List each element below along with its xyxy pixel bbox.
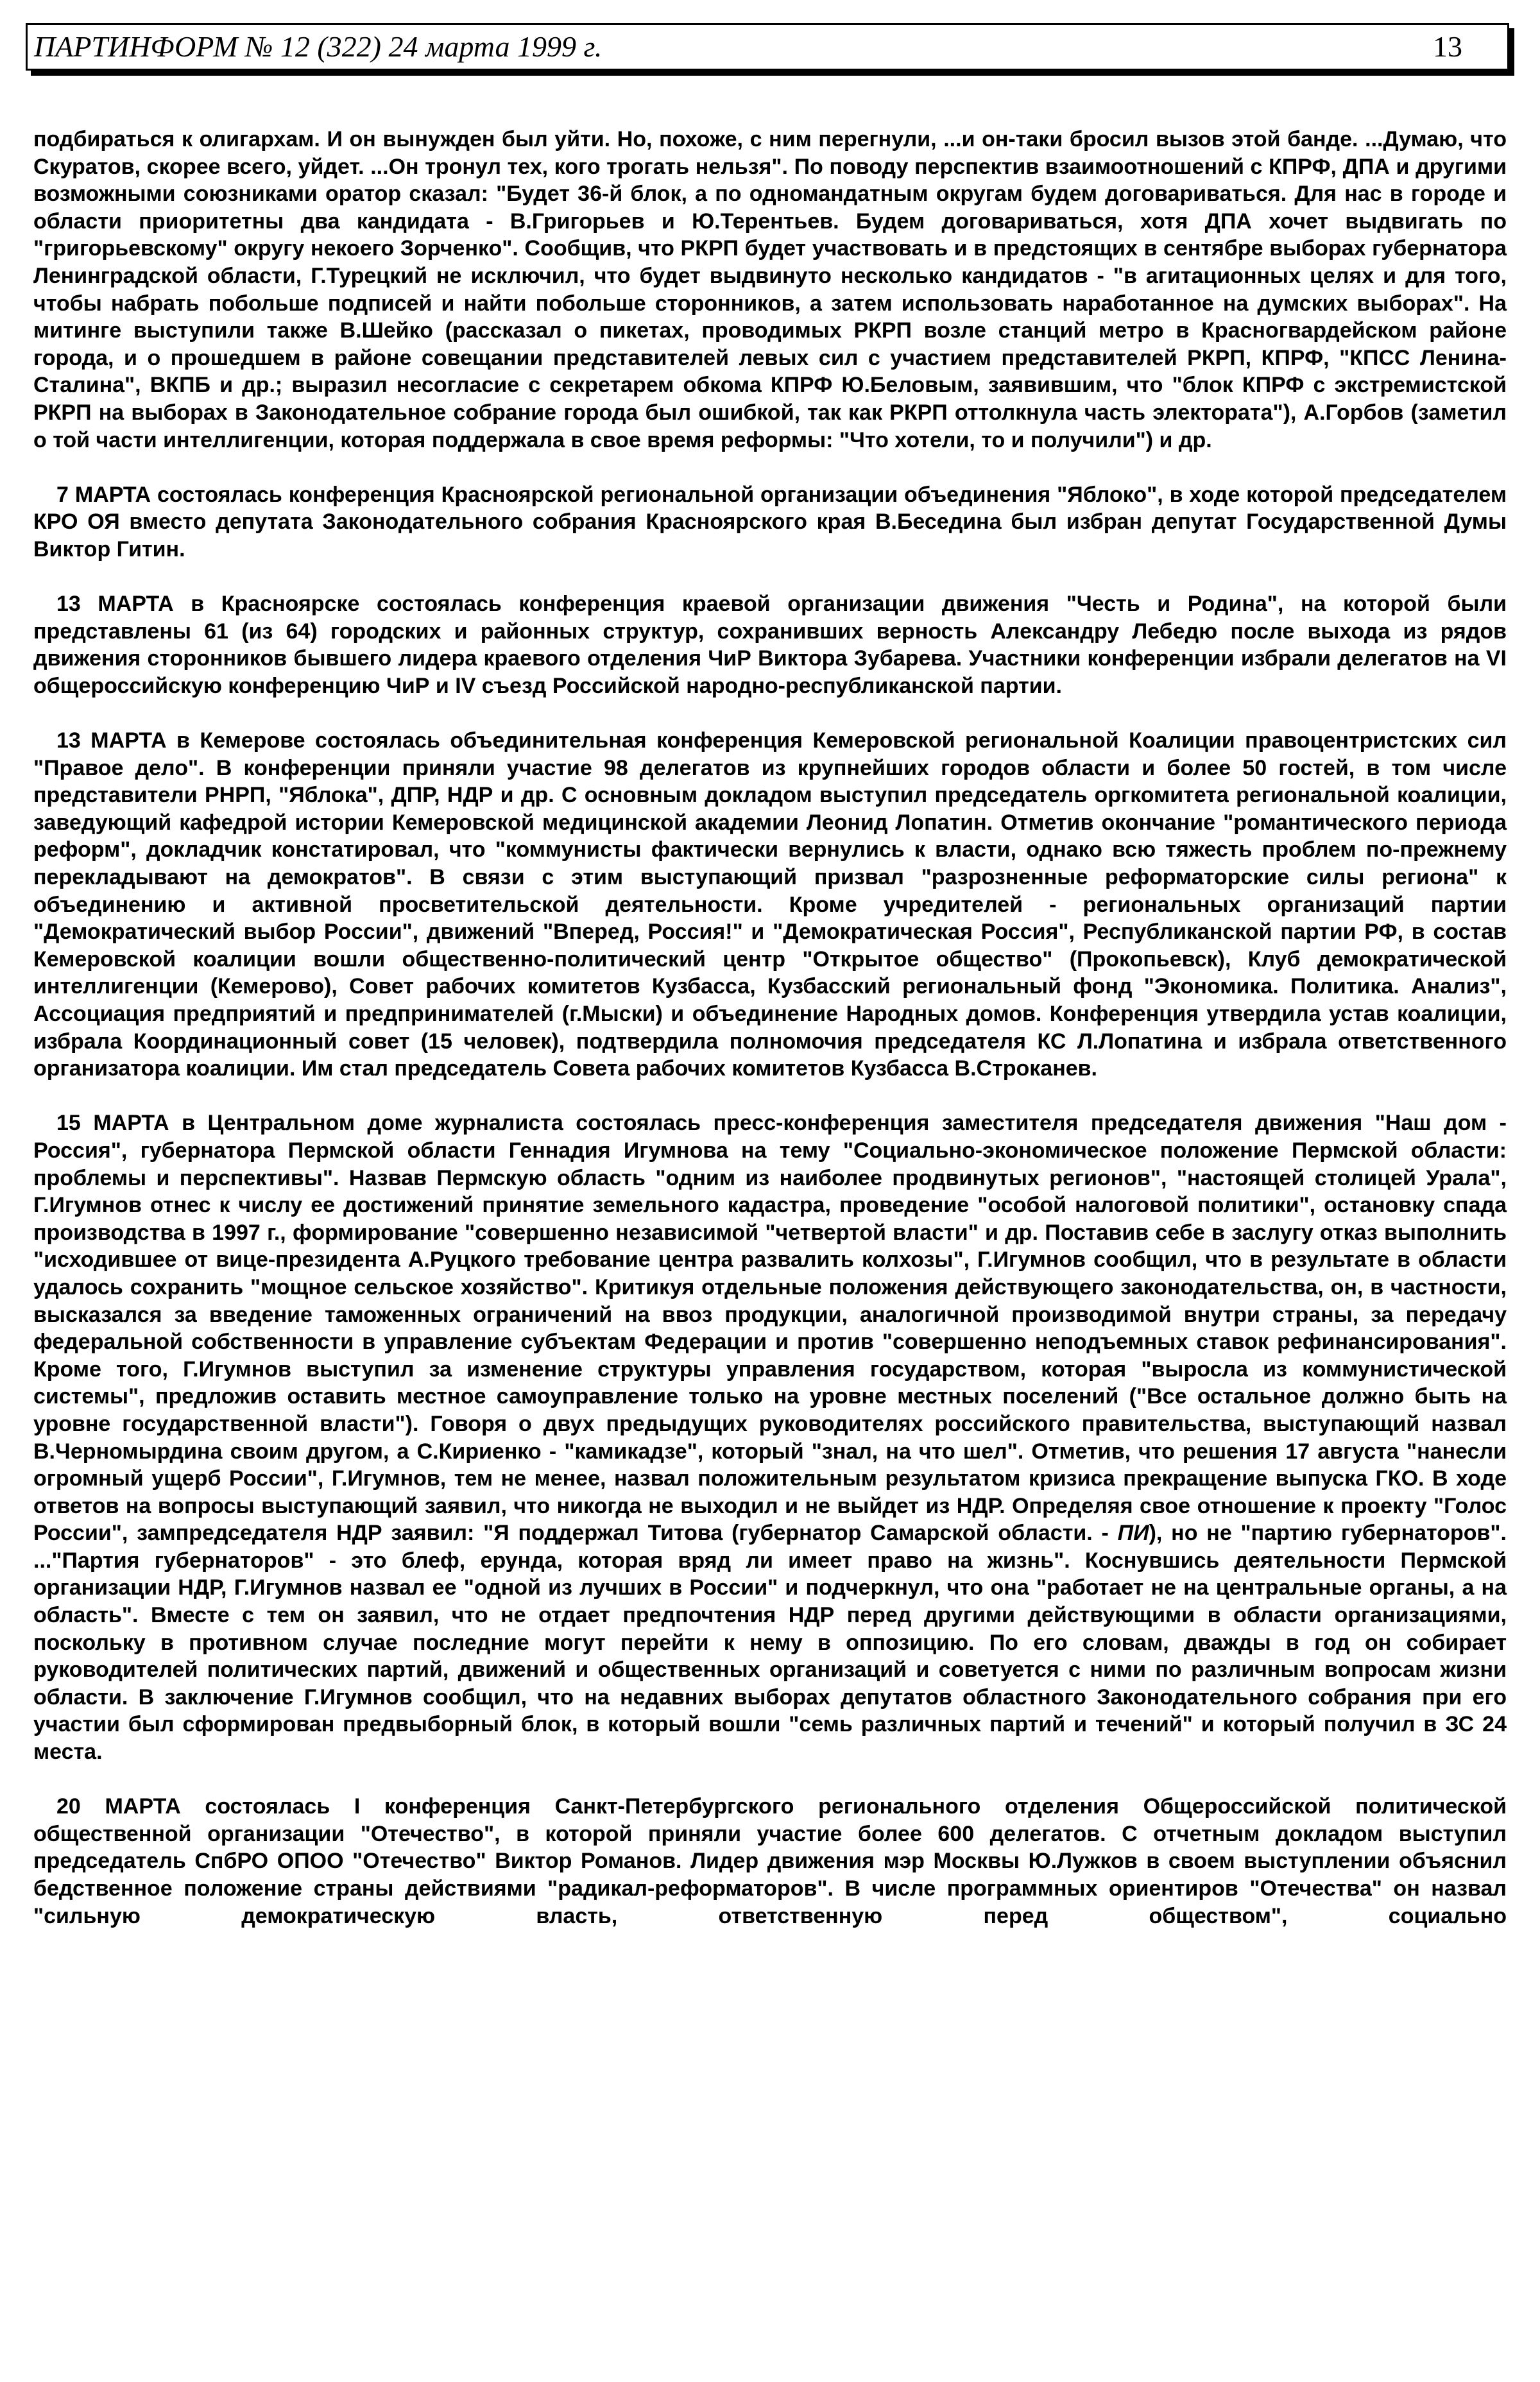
paragraph-kemerovo-pravoe-delo: 13 МАРТА в Кемерове состоялась объединительная конференция Кемеровской региональной Коалиции правоцентристских сил "Правое дело". В конференции приняли участие 98 делегатов из крупнейших городов области и более 50 гостей, в том числе представители РНРП, "Яблока", ДПР, НДР и др. С основным докладом выступил председатель оргкомитета региональной коалиции, заведующий кафедрой истории Кемеровской медицинской академии Леонид Лопатин. Отметив окончание "романтического периода реформ", докладчик констатировал, что "коммунисты фактически вернулись к власти, однако всю тяжесть проблем по-прежнему перекладывают на демократов". В связи с этим выступающий призвал "разрозненные реформаторские силы региона" к объединению и активной просветительской деятельности. Кроме учредителей - региональных организаций партии "Демократический выбор России", движений "Вперед, Россия!" и "Демократическая Россия", Республиканской партии РФ, в состав Кемеровской коалиции вошли общественно-политический центр "Открытое общество" (Прокопьевск), Клуб демократической интеллигенции (Кемерово), Совет рабочих комитетов Кузбасса, Кузбасский региональный фонд "Экономика. Политика. Анализ", Ассоциация предприятий и предпринимателей (г.Мыски) и объединение Народных домов. Конференция утвердила устав коалиции, избрала Координационный совет (15 человек), подтвердила полномочия председателя КС Л.Лопатина и избрала ответственного организатора коалиции. Им стал председатель Совета рабочих комитетов Кузбасса В.Строканев. bbox=[33, 728, 1507, 1081]
paragraph-otechestvo-spb: 20 МАРТА состоялась I конференция Санкт-Петербургского регионального отделения Общероссийской политической общественной организации "Отечество", в которой приняли участие более 600 делегатов. С отчетным докладом выступил председатель СпбРО ОПОО "Отечество" Виктор Романов. Лидер движения мэр Москвы Ю.Лужков в своем выступлении объяснил бедственное положение страны действиями "радикал-реформаторов". В числе программных ориентиров "Отечества" он назвал "сильную демократическую власть, ответственную перед обществом", социально bbox=[33, 1794, 1507, 1928]
page-header bbox=[26, 23, 1509, 71]
paragraph-krasnoyarsk-yabloko: 7 МАРТА состоялась конференция Красноярской региональной организации объединения "Яблоко", в ходе которой председателем КРО ОЯ вместо депутата Законодательного собрания Красноярского края В.Беседина был избран депутат Государственной Думы Виктор Гитин. bbox=[33, 482, 1507, 561]
paragraph-text: ), но не "партию губернаторов". ..."Партия губернаторов" - это блеф, ерунда, которая вряд ли имеет право на жизнь". Коснувшись деятельности Пермской организации НДР, Г.Игумнов назвал ее "одной из лучших в России" и подчеркнул, что она "работает не на центральные органы, а на область". Вместе с тем он заявил, что не отдает предпочтения НДР перед другими действующими в области организациями, поскольку в противном случае последние могут перейти к нему в оппозицию. По его словам, дважды в год он собирает руководителей политических партий, движений и общественных организаций и советуется с ними по различным вопросам жизни области. В заключение Г.Игумнов сообщил, что на недавних выборах депутатов областного Законодательного собрания при его участии был сформирован предвыборный блок, в который вошли "семь различных партий и течений" и который получил в ЗС 24 места. bbox=[33, 1521, 1507, 1765]
article-body bbox=[33, 126, 1507, 1957]
paragraph-continuation: подбираться к олигархам. И он вынужден был уйти. Но, похоже, с ним перегнули, ...и он-таки бросил вызов этой банде. ...Думаю, что Скуратов, скорее всего, уйдет. ...Он тронул тех, кого трогать нельзя". По поводу перспектив взаимоотношений с КПРФ, ДПА и другими возможными союзниками оратор сказал: "Будет 36-й блок, а по одномандатным округам будем договариваться. Для нас в городе и области приоритетны два кандидата - В.Григорьев и Ю.Терентьев. Будем договариваться, хотя ДПА хочет выдвигать по "григорьевскому" округу некоего Зорченко". Сообщив, что РКРП будет участвовать и в предстоящих в сентябре выборах губернатора Ленинградской области, Г.Турецкий не исключил, что будет выдвинуто несколько кандидатов - "в агитационных целях и для того, чтобы набрать побольше подписей и найти побольше сторонников, а затем использовать наработанное на думских выборах". На митинге выступили также В.Шейко (рассказал о пикетах, проводимых РКРП возле станций метро в Красногвардейском районе города, и о прошедшем в районе совещании представителей левых сил с участием представителей РКРП, КПРФ, "КПСС Ленина-Сталина", ВКПБ и др.; выразил несогласие с секретарем обкома КПРФ Ю.Беловым, заявившим, что "блок КПРФ с экстремистской РКРП на выборах в Законодательное собрание города был ошибкой, так как РКРП оттолкнула часть электората"), А.Горбов (заметил о той части интеллигенции, которая поддержала в свое время реформы: "Что хотели, то и получили") и др. bbox=[33, 127, 1507, 452]
paragraph-text: 15 МАРТА в Центральном доме журналиста состоялась пресс-конференция заместителя председателя движения "Наш дом - Россия", губернатора Пермской области Геннадия Игумнова на тему "Социально-экономическое положение Пермской области: проблемы и перспективы". Назвав Пермскую область "одним из наиболее продвинутых регионов", "настоящей столицей Урала", Г.Игумнов отнес к числу ее достижений принятие земельного кадастра, проведение "особой налоговой политики", остановку спада производства в 1997 г., формирование "совершенно независимой "четвертой власти" и др. Поставив себе в заслугу отказ выполнить "исходившее от вице-президента А.Руцкого требование центра развалить колхозы", Г.Игумнов сообщил, что в результате в области удалось сохранить "мощное сельское хозяйство". Критикуя отдельные положения действующего законодательства, он, в частности, высказался за введение таможенных ограничений на ввоз продукции, аналогичной производимой внутри страны, за передачу федеральной собственности в управление субъектам Федерации и против "совершенно неподъемных ставок рефинансирования". Кроме того, Г.Игумнов выступил за изменение структуры управления государством, которая "выросла из коммунистической системы", предложив оставить местное самоуправление только на уровне местных поселений ("Все остальное должно быть на уровне государственной власти"). Говоря о двух предыдущих руководителях российского правительства, выступающий назвал В.Черномырдина своим другом, а С.Кириенко - "камикадзе", который "знал, на что шел". Отметив, что решения 17 августа "нанесли огромный ущерб России", Г.Игумнов, тем не менее, назвал положительным результатом кризиса прекращение выпуска ГКО. В ходе ответов на вопросы выступающий заявил, что никогда не выходил и не выйдет из НДР. Определяя свое отношение к проекту "Голос России", зампредседателя НДР заявил: "Я поддержал Титова (губернатор Самарской области. - bbox=[33, 1111, 1507, 1546]
publication-title: ПАРТИНФОРМ № 12 (322) 24 марта 1999 г. bbox=[34, 30, 603, 63]
paragraph-krasnoyarsk-chest-i-rodina: 13 МАРТА в Красноярске состоялась конференция краевой организации движения "Честь и Родина", на которой были представлены 61 (из 64) городских и районных структур, сохранивших верность Александру Лебедю после выхода из рядов движения сторонников бывшего лидера краевого отделения ЧиР Виктора Зубарева. Участники конференции избрали делегатов на VI общероссийскую конференцию ЧиР и IV съезд Российской народно-республиканской партии. bbox=[33, 592, 1507, 698]
page-number: 13 bbox=[1433, 30, 1462, 63]
paragraph-igumnov-press-conference bbox=[33, 1110, 1507, 1765]
italic-abbreviation: ПИ bbox=[1117, 1521, 1149, 1546]
